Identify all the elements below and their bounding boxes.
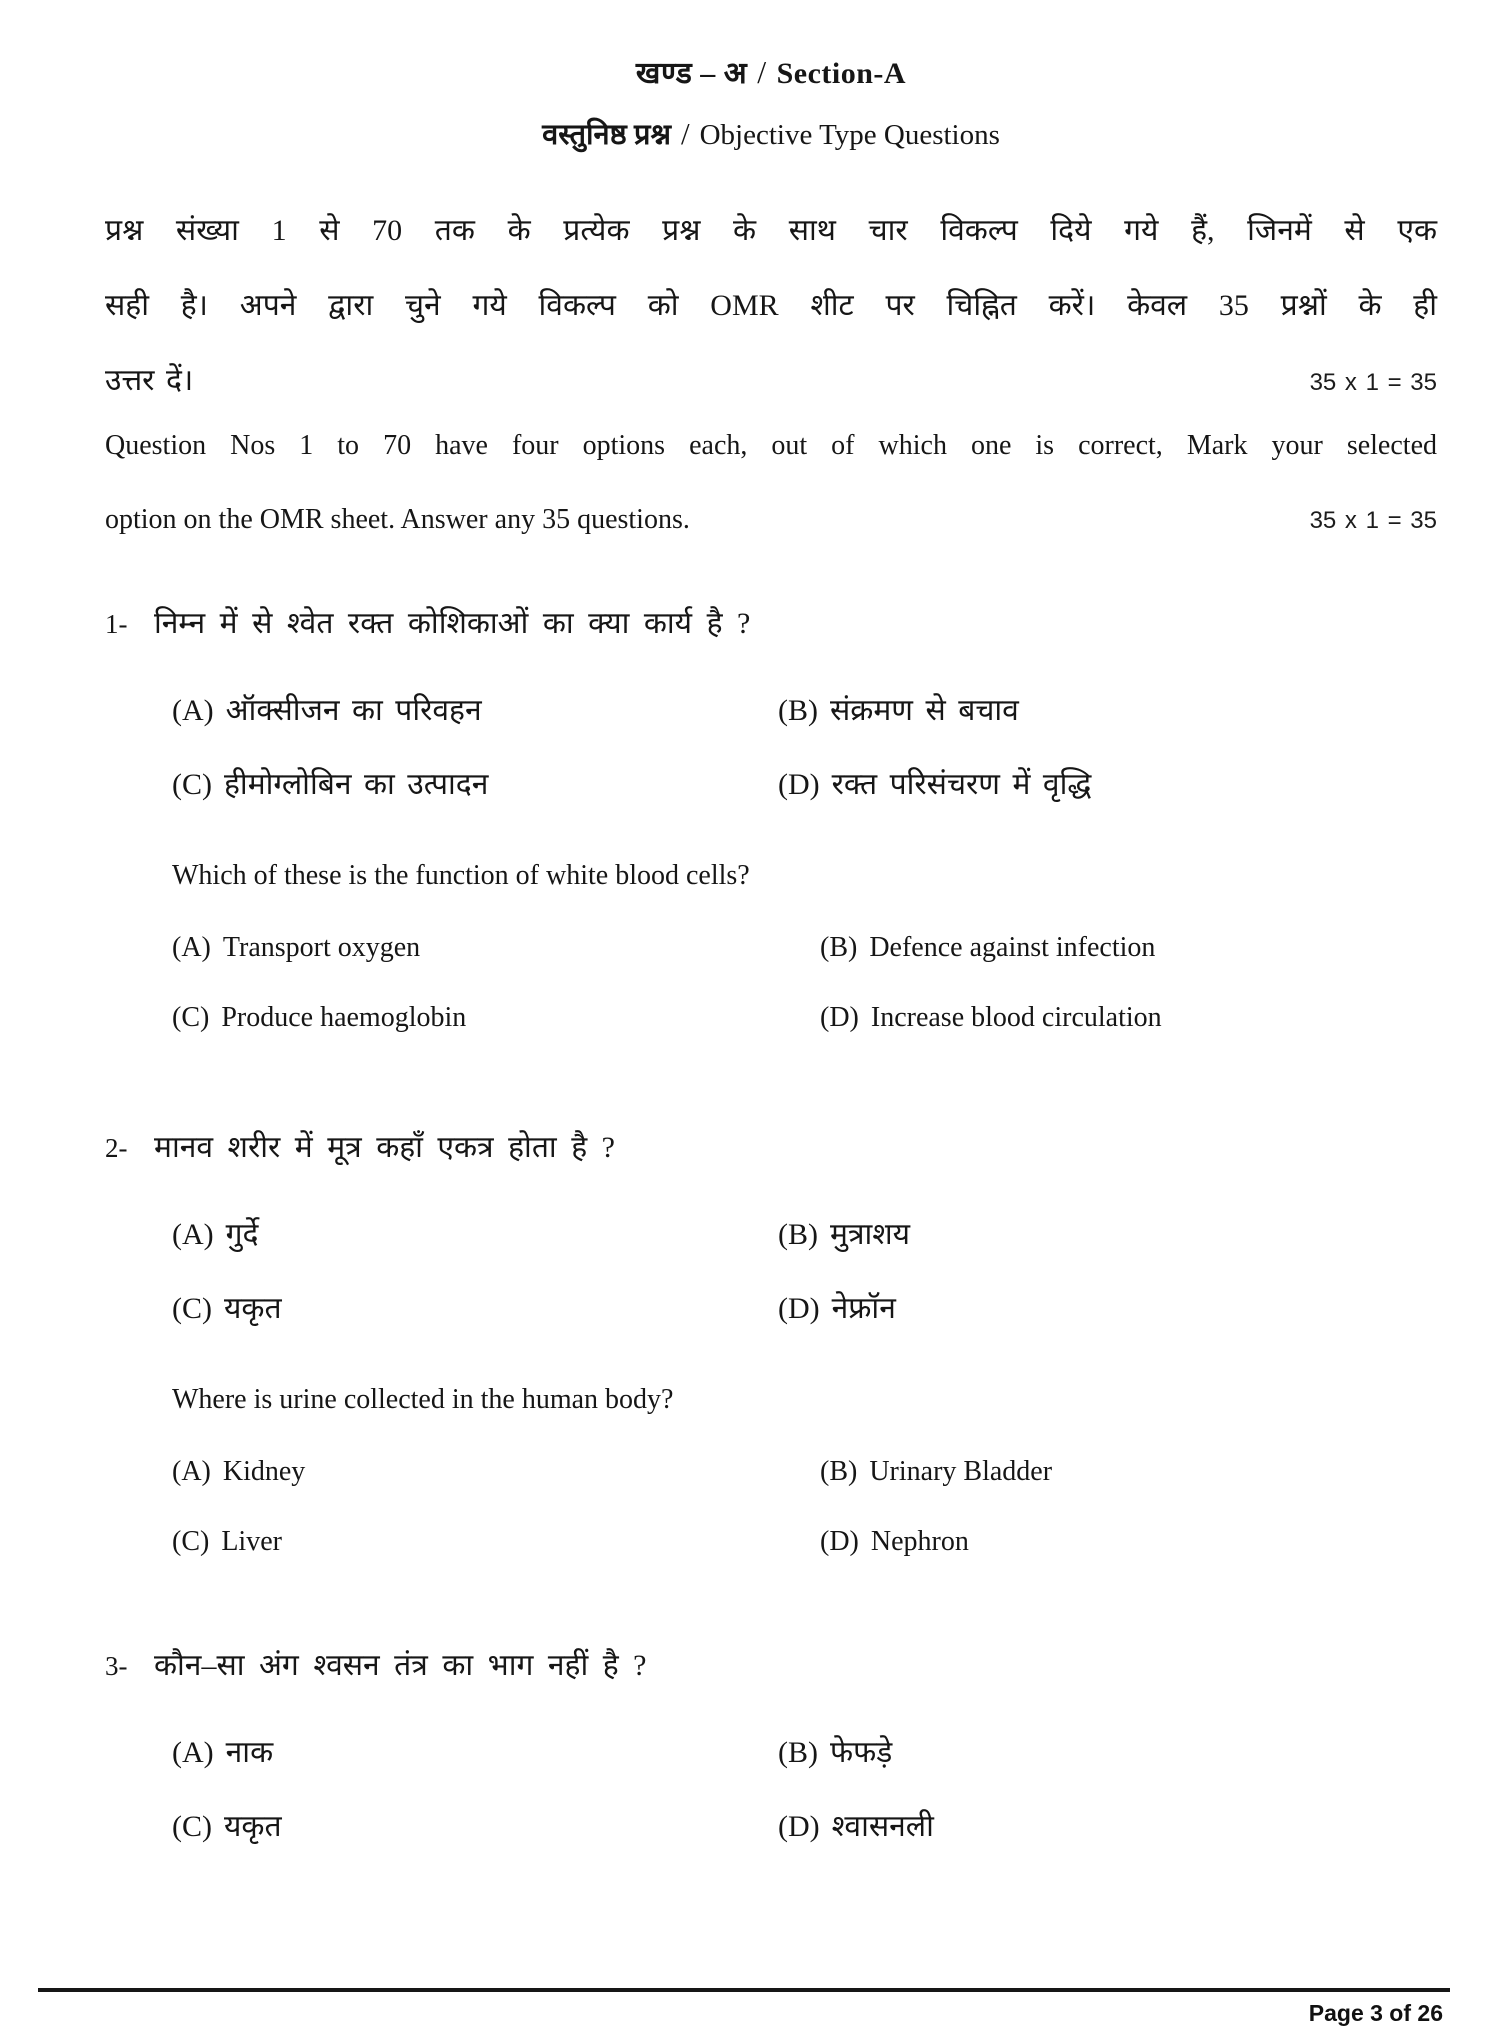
option-d-english [820, 1001, 1437, 1035]
option-label: (B) [820, 932, 858, 963]
option-label: (D) [778, 1810, 820, 1843]
question-number: 3- [105, 1651, 128, 1681]
instructions-hindi [105, 211, 1437, 403]
option-text: Increase blood circulation [870, 1002, 1162, 1033]
footer-divider [38, 1988, 1450, 1992]
option-c-hindi [172, 1807, 778, 1847]
question-1 [105, 603, 1437, 1035]
subtitle-english: Objective Type Questions [699, 119, 1000, 151]
option-label: (D) [820, 1002, 859, 1033]
option-text: फेफड़े [830, 1736, 893, 1769]
option-a-hindi [172, 1733, 778, 1773]
question-1-options-hindi [172, 691, 1437, 805]
option-d-hindi [778, 1289, 1437, 1329]
option-label: (D) [778, 768, 820, 801]
marks-scheme-hindi: 35 x 1 = 35 [1309, 369, 1437, 396]
marks-scheme-english: 35 x 1 = 35 [1309, 507, 1437, 534]
section-title-english: Section-A [776, 57, 907, 90]
option-text: हीमोग्लोबिन का उत्पादन [224, 768, 489, 801]
option-label: (B) [778, 1736, 818, 1769]
question-2-options-hindi [172, 1215, 1437, 1329]
question-text-hindi: कौन–सा अंग श्वसन तंत्र का भाग नहीं है ? [154, 1649, 647, 1682]
option-text: Produce haemoglobin [221, 1002, 467, 1033]
option-text: यकृत [224, 1810, 282, 1843]
option-b-english [820, 931, 1437, 965]
option-label: (D) [778, 1292, 820, 1325]
option-label: (A) [172, 1218, 214, 1251]
option-c-hindi [172, 1289, 778, 1329]
option-label: (C) [172, 1810, 212, 1843]
option-d-hindi [778, 1807, 1437, 1847]
instructions-english [105, 429, 1437, 541]
option-label: (A) [172, 932, 211, 963]
option-b-english [820, 1455, 1437, 1489]
question-2-english: Where is urine collected in the human body? [172, 1384, 674, 1415]
option-text: श्वासनली [831, 1810, 934, 1843]
question-3 [105, 1645, 1437, 1847]
section-subtitle [105, 116, 1437, 153]
option-text: नाक [225, 1736, 274, 1769]
option-b-hindi [778, 1215, 1437, 1255]
option-d-english [820, 1525, 1437, 1559]
option-d-hindi [778, 765, 1437, 805]
option-text: Urinary Bladder [869, 1456, 1053, 1487]
option-label: (A) [172, 694, 214, 727]
question-3-options-hindi [172, 1733, 1437, 1847]
option-text: Kidney [222, 1456, 306, 1487]
subtitle-separator: / [680, 116, 690, 151]
subtitle-hindi: वस्तुनिष्ठ प्रश्न [542, 119, 671, 151]
title-separator: / [757, 54, 767, 90]
instructions-hindi-line2: सही है। अपने द्वारा चुने गये विकल्प को OMR शीट पर चिह्नित करें। केवल 35 प्रश्नों के ही [105, 289, 1437, 322]
option-c-hindi [172, 765, 778, 805]
option-label: (D) [820, 1526, 859, 1557]
instructions-hindi-line3: उत्तर दें। [105, 364, 194, 397]
instructions-english-line1: Question Nos 1 to 70 have four options each, out of which one is correct, Mark your selected [105, 430, 1437, 461]
option-label: (B) [778, 1218, 818, 1251]
question-2 [105, 1127, 1437, 1559]
option-label: (A) [172, 1456, 211, 1487]
option-b-hindi [778, 1733, 1437, 1773]
option-text: Transport oxygen [222, 932, 421, 963]
option-label: (A) [172, 1736, 214, 1769]
question-number: 1- [105, 609, 128, 639]
option-text: गुर्दे [225, 1218, 259, 1251]
option-label: (C) [172, 1526, 210, 1557]
option-c-english [172, 1525, 820, 1559]
question-2-hindi [105, 1127, 1437, 1169]
option-text: Defence against infection [869, 932, 1156, 963]
section-title-hindi: खण्ड – अ [635, 57, 748, 90]
instructions-hindi-line1: प्रश्न संख्या 1 से 70 तक के प्रत्येक प्रश्न के साथ चार विकल्प दिये गये हैं, जिनमें से एक [105, 214, 1437, 247]
option-label: (C) [172, 768, 212, 801]
question-1-hindi [105, 603, 1437, 645]
question-2-options-english [172, 1455, 1437, 1559]
option-text: Nephron [870, 1526, 969, 1557]
section-title [105, 54, 1437, 92]
question-text-hindi: निम्न में से श्वेत रक्त कोशिकाओं का क्या कार्य है ? [154, 607, 751, 640]
option-label: (B) [820, 1456, 858, 1487]
question-1-options-english [172, 931, 1437, 1035]
option-a-english [172, 931, 820, 965]
option-b-hindi [778, 691, 1437, 731]
option-text: यकृत [224, 1292, 282, 1325]
question-text-hindi: मानव शरीर में मूत्र कहाँ एकत्र होता है ? [154, 1131, 615, 1164]
option-text: मुत्राशय [830, 1218, 911, 1251]
option-text: Liver [221, 1526, 282, 1557]
option-c-english [172, 1001, 820, 1035]
option-text: रक्त परिसंचरण में वृद्धि [831, 768, 1092, 801]
option-text: ऑक्सीजन का परिवहन [225, 694, 482, 727]
page-number: Page 3 of 26 [1308, 2000, 1443, 2026]
instructions-english-line2: option on the OMR sheet. Answer any 35 questions. [105, 504, 690, 535]
question-1-english: Which of these is the function of white blood cells? [172, 860, 750, 891]
question-3-hindi [105, 1645, 1437, 1687]
option-label: (B) [778, 694, 818, 727]
question-number: 2- [105, 1133, 128, 1163]
option-label: (C) [172, 1002, 210, 1033]
option-a-hindi [172, 1215, 778, 1255]
option-text: नेफ्रॉन [831, 1292, 896, 1325]
option-a-english [172, 1455, 820, 1489]
option-a-hindi [172, 691, 778, 731]
option-label: (C) [172, 1292, 212, 1325]
option-text: संक्रमण से बचाव [830, 694, 1019, 727]
